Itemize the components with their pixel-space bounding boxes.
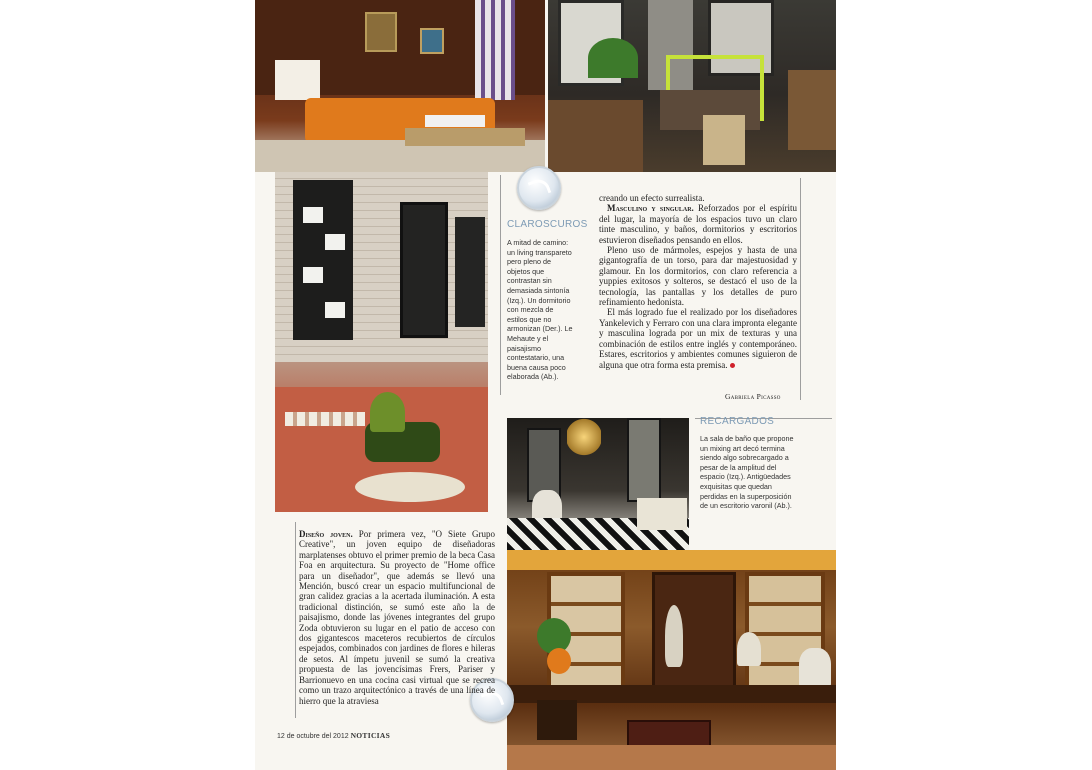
column-rule	[500, 175, 501, 395]
caption-title-claroscuros: CLAROSCUROS	[507, 219, 588, 230]
caption-text-claroscuros: A mitad de camino: un living transpareto pero pleno de objetos que contrastan sin demasiada sintonía (Izq.). Un dormitorio con mezcla de estilos que no armonizan (Der.). Le Mehaute y el paisajismo contestatario, una buena causa poco elaborada (Ab.).	[507, 238, 573, 382]
section-heading: Diseño joven.	[299, 529, 353, 539]
end-mark-icon	[730, 363, 735, 368]
badge-icon	[517, 166, 561, 210]
magazine-page	[255, 0, 836, 770]
patio-photo	[275, 172, 488, 512]
paragraph-text: Por primera vez, "O Siete Grupo Creative", un joven equipo de diseñadoras marplatenses obtuvo el primer premio de la beca Casa Foa en arquitectura. Su proyecto de "Home office para un diseñador", que además se llevó una Mención, buscó crear un espacio multifuncional de gran calidez gracias a la acertada iluminación. A esta tradicional distinción, se sumó este año la de paisajismo, donde las jóvenes integrantes del grupo Zoda obtuvieron su lugar en el patio de acceso con dos gigantescos maceteros recubiertos de círculos espejados, combinados con jardines de flores e hileras de setos. Al ímpetu juvenil se sumó la creativa propuesta de las jovencísimas Frers, Pariser y Barrionuevo en una cocina casi virtual que se recrea como un trazo arquitectónico a través de una línea de hierro que la atraviesa	[299, 529, 495, 706]
article-paragraph	[599, 307, 797, 369]
column-rule	[295, 522, 296, 718]
paragraph-text: El más logrado fue el realizado por los diseñadores Yankelevich y Ferraro con una clara impronta elegante y masculina lograda por un mix de texturas y una combinación de estilos entre inglés y contemporáneo. Estares, escritorios y ambientes comunes siguieron de alguna que otra forma esta premisa.	[599, 307, 797, 370]
author-byline: Gabriela Picasso	[725, 392, 781, 401]
footer-date: 12 de octubre del 2012	[277, 733, 349, 740]
column-rule	[800, 178, 801, 400]
article-column-secondary	[299, 529, 495, 706]
page-footer	[277, 731, 390, 740]
bedroom-photo	[548, 0, 836, 172]
article-paragraph	[599, 203, 797, 245]
section-heading: Masculino y singular.	[607, 203, 694, 214]
footer-magazine: NOTICIAS	[350, 731, 391, 740]
paragraph-text: Reforzados por el espíritu del lugar, la mayoría de los espacios tuvo un claro tinte masculino, y baños, dormitorios y escritorios estuvieron diseñados pensando en ellos.	[599, 203, 797, 245]
living-room-photo	[255, 0, 545, 172]
caption-text-recargados: La sala de baño que propone un mixing art decó termina siendo algo sobrecargado a pesar de la amplitud del espacio (Izq.). Antigüedades exquisitas que quedan perdidas en la superposición de un escritorio varonil (Ab.).	[700, 434, 794, 511]
article-opening: creando un efecto surrealista.	[599, 193, 705, 203]
bathroom-photo	[507, 418, 689, 550]
article-paragraph: Pleno uso de mármoles, espejos y hasta de una gigantografía de un torso, para dar majestuosidad y glamour. En los dormitorios, con claro referencia a yuppies exitosos y solteros, se destacó el uso de la tecnología, las pantallas y los detalles de puro refinamiento hedonista.	[599, 245, 797, 308]
library-photo	[507, 550, 836, 770]
article-column-main	[599, 193, 797, 370]
caption-title-recargados: RECARGADOS	[700, 416, 775, 427]
